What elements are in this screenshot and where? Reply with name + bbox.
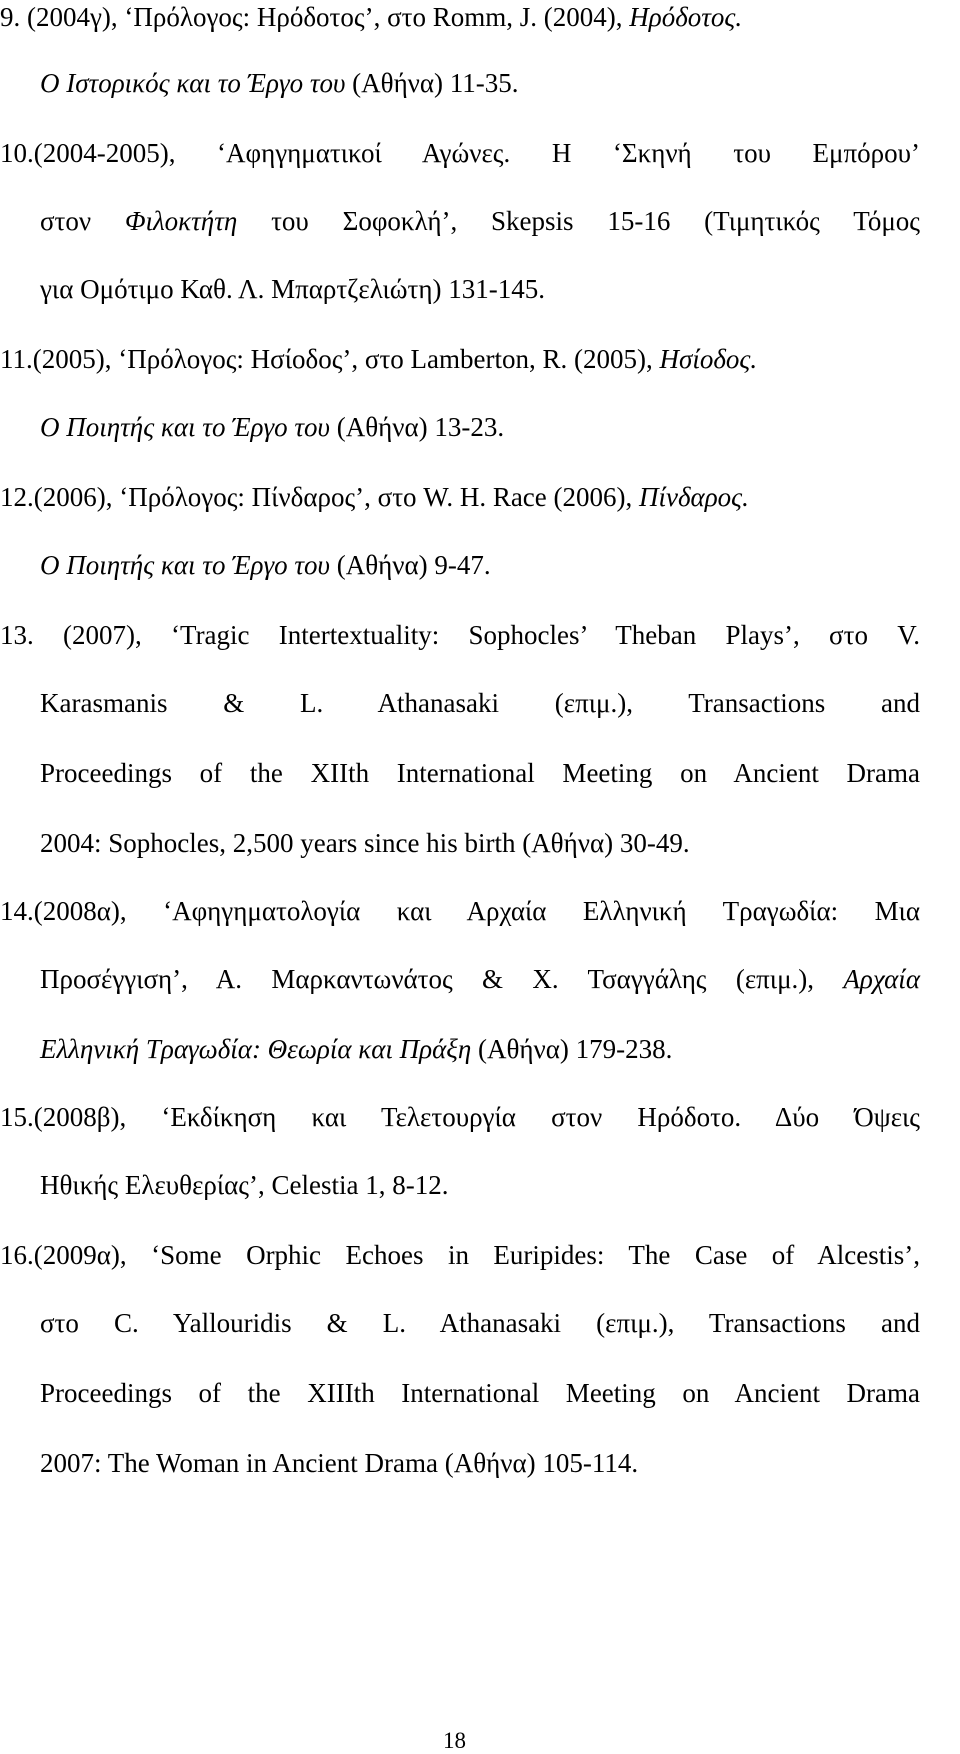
entry-title-italic: Ησίοδος. (659, 344, 758, 374)
entry-text: 2007: The Woman in Ancient Drama (Αθήνα) 105-114. (40, 1448, 639, 1478)
entry-14-line-1 (0, 894, 920, 928)
entry-title-italic: Ο Ποιητής και το Έργο του (40, 412, 330, 442)
entry-title-italic: Ελληνική Τραγωδία: Θεωρία και Πράξη (40, 1034, 472, 1064)
entry-text: (2004-2005), ‘Αφηγηματικοί Αγώνες. Η ‘Σκηνή του Εμπόρου’ (33, 138, 920, 168)
entry-12-line-1 (0, 480, 749, 514)
entry-text: Ηθικής Ελευθερίας’, Celestia 1, 8-12. (40, 1170, 449, 1200)
entry-number: 13. (0, 620, 34, 650)
entry-text: Karasmanis & L. Athanasaki (επιμ.), Transactions and (40, 688, 920, 718)
entry-14-line-3 (40, 1032, 672, 1066)
entry-text: (2005), ‘Πρόλογος: Ησίοδος’, στο Lamberton, R. (2005), (32, 344, 660, 374)
entry-text: στο C. Yallouridis & L. Athanasaki (επιμ.), Transactions and (40, 1308, 920, 1338)
entry-text: στον (40, 206, 125, 236)
entry-13-line-4 (40, 826, 690, 860)
entry-number: 10. (0, 138, 34, 168)
entry-title-italic: Αρχαία (843, 964, 920, 994)
entry-text: (2008α), ‘Αφηγηματολογία και Αρχαία Ελληνική Τραγωδία: Μια (33, 896, 920, 926)
entry-text: Προσέγγιση’, Α. Μαρκαντωνάτος & Χ. Τσαγγάλης (επιμ.), (40, 964, 844, 994)
entry-text: Proceedings of the XIIIth International Meeting on Ancient Drama (40, 1378, 920, 1408)
entry-title-italic: Ο Ποιητής και το Έργο του (40, 550, 330, 580)
entry-9-line-1 (0, 0, 742, 34)
entry-text: (2006), ‘Πρόλογος: Πίνδαρος’, στο W. H. Race (2006), (33, 482, 640, 512)
page-number: 18 (443, 1728, 466, 1753)
entry-text: 2004: Sophocles, 2,500 years since his birth (Αθήνα) 30-49. (40, 828, 690, 858)
entry-title-italic: Ηρόδοτος. (629, 2, 743, 32)
entry-text: (2004γ), ‘Πρόλογος: Ηρόδοτος’, στο Romm, J. (2004), (20, 2, 630, 32)
entry-text: (Αθήνα) 11-35. (345, 68, 519, 98)
entry-10-line-1 (0, 136, 920, 170)
entry-text: του Σοφοκλή’, Skepsis 15-16 (Τιμητικός Τόμος (237, 206, 920, 236)
entry-number: 9. (0, 2, 21, 32)
entry-title-italic: Φιλοκτήτη (124, 206, 238, 236)
entry-9-line-2 (40, 66, 519, 100)
entry-title-italic: Πίνδαρος. (639, 482, 749, 512)
entry-text: (2007), ‘Tragic Intertextuality: Sophocles’ Theban Plays’, στο V. (33, 620, 920, 650)
entry-text: για Ομότιμο Καθ. Λ. Μπαρτζελιώτη) 131-145. (40, 274, 545, 304)
entry-10-line-3 (40, 272, 545, 306)
entry-text: (2009α), ‘Some Orphic Echoes in Euripides: The Case of Alcestis’, (33, 1240, 920, 1270)
entry-15-line-2 (40, 1168, 448, 1202)
entry-14-line-2 (40, 962, 920, 996)
entry-text: (Αθήνα) 13-23. (329, 412, 505, 442)
entry-text: Proceedings of the XIIth International Meeting on Ancient Drama (40, 758, 920, 788)
entry-16-line-4 (40, 1446, 638, 1480)
entry-11-line-2 (40, 410, 504, 444)
entry-13-line-3 (40, 756, 920, 790)
entry-16-line-1 (0, 1238, 920, 1272)
entry-16-line-3 (40, 1376, 920, 1410)
entry-12-line-2 (40, 548, 491, 582)
entry-text: (Αθήνα) 9-47. (329, 550, 491, 580)
entry-13-line-2 (40, 686, 920, 720)
entry-title-italic: Ο Ιστορικός και το Έργο του (40, 68, 346, 98)
entry-13-line-1 (0, 618, 920, 652)
entry-number: 11. (0, 344, 33, 374)
entry-text: (Αθήνα) 179-238. (471, 1034, 673, 1064)
entry-16-line-2 (40, 1306, 920, 1340)
entry-number: 14. (0, 896, 34, 926)
entry-number: 16. (0, 1240, 34, 1270)
entry-11-line-1 (0, 342, 757, 376)
entry-15-line-1 (0, 1100, 920, 1134)
entry-number: 15. (0, 1102, 34, 1132)
entry-10-line-2 (40, 204, 920, 238)
entry-text: (2008β), ‘Εκδίκηση και Τελετουργία στον Ηρόδοτο. Δύο Όψεις (33, 1102, 920, 1132)
entry-number: 12. (0, 482, 34, 512)
